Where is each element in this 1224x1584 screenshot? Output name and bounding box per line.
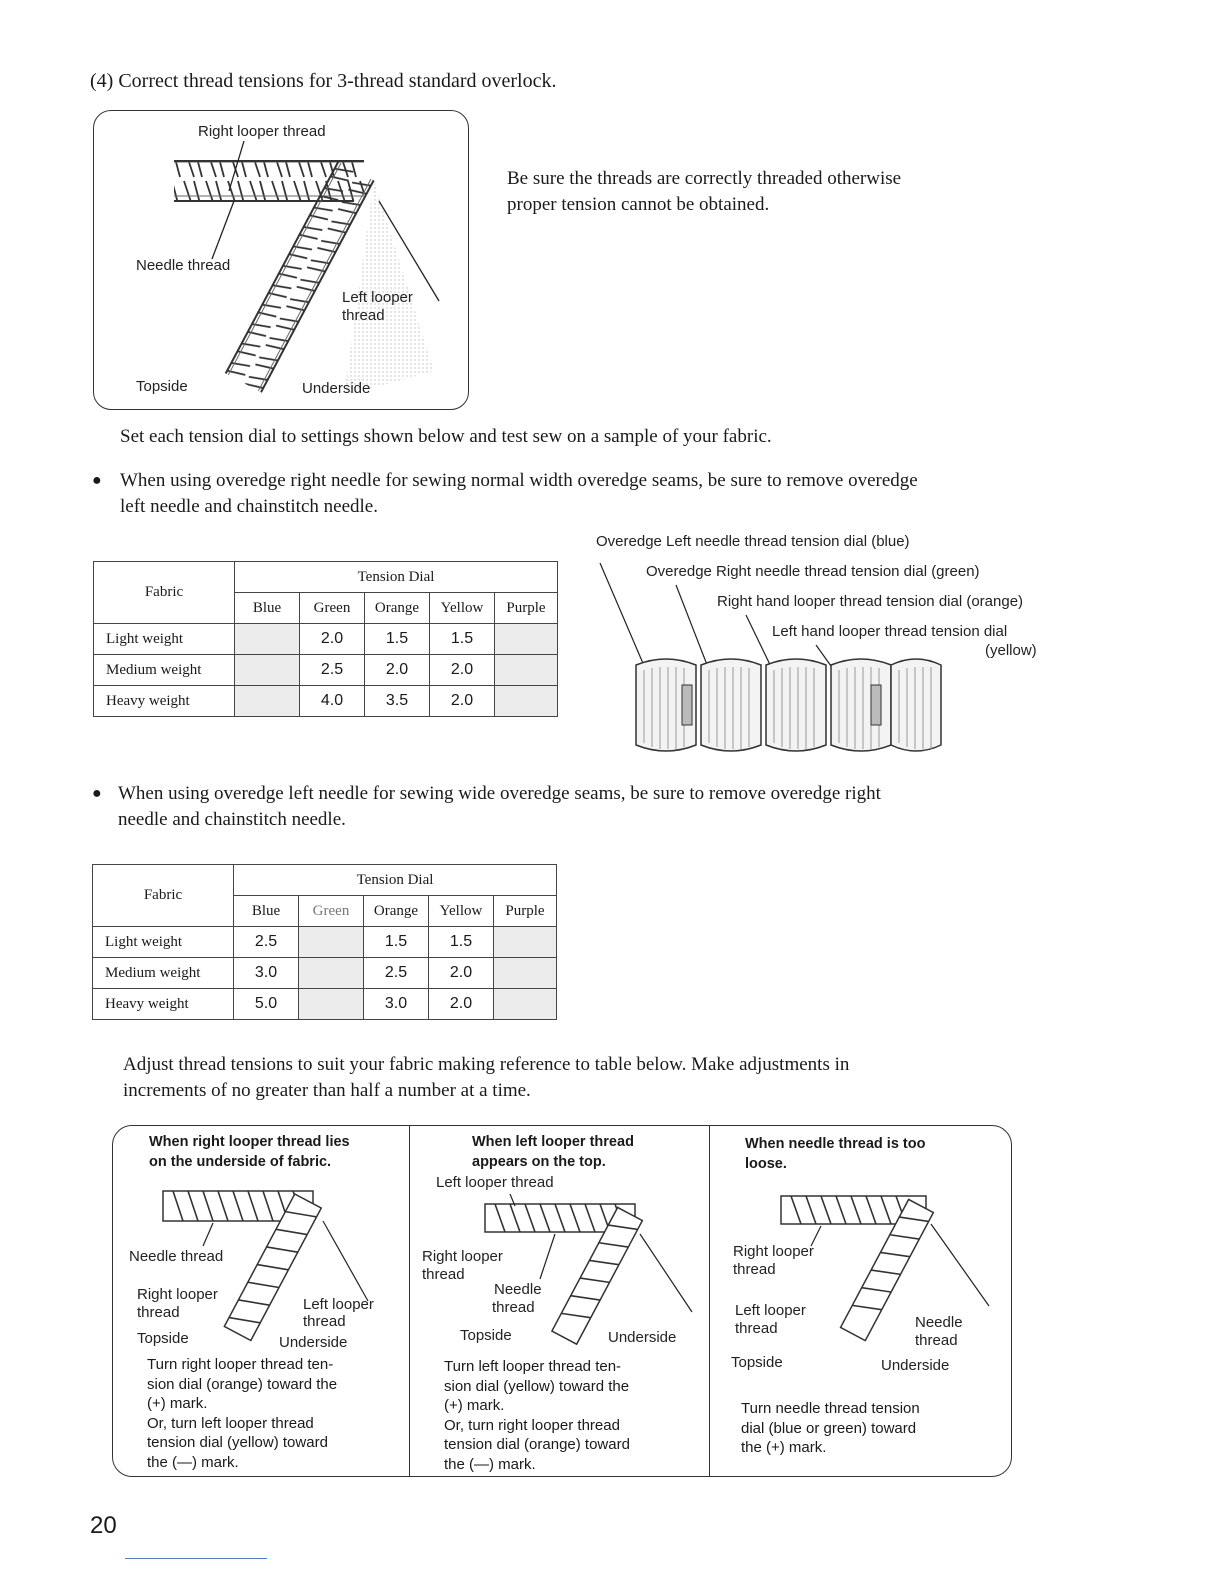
blue-cell xyxy=(235,686,300,717)
yellow-header: Yellow xyxy=(429,896,494,927)
green-header: Green xyxy=(299,896,364,927)
orange-cell: 1.5 xyxy=(365,624,430,655)
case-title: When left looper thread xyxy=(472,1134,634,1150)
underside-label: Underside xyxy=(881,1357,950,1374)
topside-label: Topside xyxy=(136,378,188,395)
stitch-illustration xyxy=(761,1186,1001,1356)
purple-cell xyxy=(495,655,558,686)
fabric-cell: Medium weight xyxy=(94,655,235,686)
needle-thread-label: Needle thread xyxy=(129,1248,224,1265)
green-cell xyxy=(299,989,364,1020)
bullet-1: ● xyxy=(92,472,102,489)
orange-cell: 1.5 xyxy=(364,927,429,958)
instruction-line: Or, turn right looper thread xyxy=(444,1416,620,1434)
table-row xyxy=(94,655,558,686)
bullet2-line1: When using overedge left needle for sewing wide overedge seams, be sure to remove overedge right xyxy=(118,783,881,804)
green-dial-label: Overedge Right needle thread tension dial (green) xyxy=(646,563,980,580)
purple-cell xyxy=(494,927,557,958)
blue-cell xyxy=(235,624,300,655)
blue-header: Blue xyxy=(235,593,300,624)
right-looper-label-2: thread xyxy=(733,1261,776,1278)
green-cell xyxy=(299,958,364,989)
set-dial-instruction: Set each tension dial to settings shown below and test sew on a sample of your fabric. xyxy=(120,426,772,447)
instruction-line: sion dial (yellow) toward the xyxy=(444,1377,630,1395)
instruction-line: the (—) mark. xyxy=(147,1453,239,1471)
green-cell xyxy=(299,927,364,958)
instruction-line: tension dial (yellow) toward xyxy=(147,1434,328,1451)
instruction-line: Turn right looper thread ten- xyxy=(147,1356,334,1373)
case-title: When needle thread is too xyxy=(745,1136,926,1152)
left-looper-label: Left looper xyxy=(342,289,413,306)
left-looper-label: Left looper thread xyxy=(436,1174,554,1191)
tension-dials-illustration xyxy=(596,555,996,770)
topside-label: Topside xyxy=(460,1327,512,1344)
case-instruction xyxy=(444,1357,630,1474)
fabric-cell: Heavy weight xyxy=(94,686,235,717)
section-heading: (4) Correct thread tensions for 3-thread standard overlock. xyxy=(90,70,557,92)
orange-cell: 2.0 xyxy=(365,655,430,686)
instruction-line: tension dial (orange) toward xyxy=(444,1436,630,1453)
instruction-line: dial (blue or green) toward xyxy=(741,1419,917,1437)
right-looper-label: Right looper xyxy=(733,1243,814,1260)
orange-header: Orange xyxy=(365,593,430,624)
instruction-line: the (—) mark. xyxy=(444,1455,536,1473)
instruction-line: Turn left looper thread ten- xyxy=(444,1358,622,1375)
tension-table-right-needle xyxy=(93,561,558,717)
orange-dial-label: Right hand looper thread tension dial (orange) xyxy=(717,593,1024,610)
yellow-dial-label-2: (yellow) xyxy=(985,642,1037,659)
bullet1-line1: When using overedge right needle for sewing normal width overedge seams, be sure to remove overedge xyxy=(120,470,918,491)
yellow-cell: 2.0 xyxy=(429,989,494,1020)
green-cell: 2.0 xyxy=(300,624,365,655)
instruction-line: Turn needle thread tension xyxy=(741,1400,920,1417)
right-looper-label-2: thread xyxy=(422,1266,465,1283)
needle-thread-label: Needle thread xyxy=(136,257,231,274)
instruction-line: sion dial (orange) toward the xyxy=(147,1375,338,1393)
yellow-header: Yellow xyxy=(430,593,495,624)
fabric-cell: Light weight xyxy=(94,624,235,655)
table-row xyxy=(94,686,558,717)
case-title-2: appears on the top. xyxy=(472,1154,606,1170)
case-instruction xyxy=(147,1355,337,1472)
yellow-cell: 2.0 xyxy=(430,655,495,686)
left-looper-label: Left looper xyxy=(303,1296,374,1313)
blue-dial-label: Overedge Left needle thread tension dial (blue) xyxy=(596,533,910,550)
purple-cell xyxy=(494,989,557,1020)
tension-dial-header: Tension Dial xyxy=(234,865,557,896)
orange-cell: 3.0 xyxy=(364,989,429,1020)
green-cell: 2.5 xyxy=(300,655,365,686)
tension-dial-header: Tension Dial xyxy=(235,562,558,593)
instruction-line: Or, turn left looper thread xyxy=(147,1414,314,1432)
stitch-illustration xyxy=(153,1181,403,1361)
needle-label: Needle xyxy=(494,1281,542,1298)
blue-cell: 2.5 xyxy=(234,927,299,958)
yellow-cell: 2.0 xyxy=(430,686,495,717)
needle-label-2: thread xyxy=(915,1332,958,1349)
blue-cell: 5.0 xyxy=(234,989,299,1020)
purple-cell xyxy=(495,624,558,655)
stitch-diagram xyxy=(93,110,469,410)
blue-cell: 3.0 xyxy=(234,958,299,989)
bullet1-line2: left needle and chainstitch needle. xyxy=(120,496,378,517)
page-number: 20 xyxy=(90,1512,117,1539)
right-looper-label: Right looper xyxy=(137,1286,218,1303)
case-title: When right looper thread lies xyxy=(149,1134,350,1150)
troubleshooting-box xyxy=(112,1125,1012,1477)
table-row xyxy=(94,624,558,655)
case-title-2: on the underside of fabric. xyxy=(149,1154,332,1170)
tension-table-left-needle xyxy=(92,864,557,1020)
underside-label: Underside xyxy=(302,380,371,397)
fabric-cell: Medium weight xyxy=(93,958,234,989)
note-line-2: proper tension cannot be obtained. xyxy=(507,194,770,215)
fabric-header: Fabric xyxy=(93,865,234,927)
fabric-cell: Light weight xyxy=(93,927,234,958)
bullet2-line2: needle and chainstitch needle. xyxy=(118,809,346,830)
case-needle-loose xyxy=(711,1126,1011,1476)
needle-label-2: thread xyxy=(492,1299,535,1316)
orange-cell: 3.5 xyxy=(365,686,430,717)
table-row xyxy=(93,958,557,989)
case-title-2: loose. xyxy=(745,1156,787,1172)
underside-label: Underside xyxy=(608,1329,677,1346)
topside-label: Topside xyxy=(731,1354,783,1371)
green-header: Green xyxy=(300,593,365,624)
adjust-line-2: increments of no greater than half a number at a time. xyxy=(123,1080,531,1101)
fabric-header: Fabric xyxy=(94,562,235,624)
purple-header: Purple xyxy=(494,896,557,927)
right-looper-label: Right looper xyxy=(422,1248,503,1265)
blue-header: Blue xyxy=(234,896,299,927)
table-row xyxy=(93,989,557,1020)
dial-group xyxy=(636,659,941,751)
yellow-dial-label: Left hand looper thread tension dial xyxy=(772,623,1008,640)
adjust-line-1: Adjust thread tensions to suit your fabric making reference to table below. Make adjustments in xyxy=(123,1054,850,1075)
yellow-cell: 1.5 xyxy=(430,624,495,655)
left-looper-label-2: thread xyxy=(303,1313,346,1330)
orange-header: Orange xyxy=(364,896,429,927)
right-looper-label-2: thread xyxy=(137,1304,180,1321)
blue-cell xyxy=(235,655,300,686)
case-left-looper-top xyxy=(410,1126,709,1476)
note-line-1: Be sure the threads are correctly threaded otherwise xyxy=(507,168,902,189)
instruction-line: (+) mark. xyxy=(147,1395,208,1412)
purple-cell xyxy=(495,686,558,717)
case-right-looper-underside xyxy=(113,1126,409,1476)
left-looper-label-2: thread xyxy=(342,307,385,324)
purple-header: Purple xyxy=(495,593,558,624)
right-looper-label: Right looper thread xyxy=(198,123,326,140)
instruction-line: (+) mark. xyxy=(444,1397,505,1414)
table-row xyxy=(93,927,557,958)
orange-cell: 2.5 xyxy=(364,958,429,989)
yellow-cell: 2.0 xyxy=(429,958,494,989)
left-looper-label: Left looper xyxy=(735,1302,806,1319)
yellow-cell: 1.5 xyxy=(429,927,494,958)
column-divider xyxy=(709,1126,710,1476)
bullet-2: ● xyxy=(92,785,102,802)
footer-rule xyxy=(125,1558,267,1559)
case-instruction xyxy=(741,1399,920,1458)
needle-label: Needle xyxy=(915,1314,963,1331)
left-looper-label-2: thread xyxy=(735,1320,778,1337)
purple-cell xyxy=(494,958,557,989)
underside-label: Underside xyxy=(279,1334,348,1351)
topside-label: Topside xyxy=(137,1330,189,1347)
green-cell: 4.0 xyxy=(300,686,365,717)
instruction-line: the (+) mark. xyxy=(741,1439,827,1456)
fabric-cell: Heavy weight xyxy=(93,989,234,1020)
